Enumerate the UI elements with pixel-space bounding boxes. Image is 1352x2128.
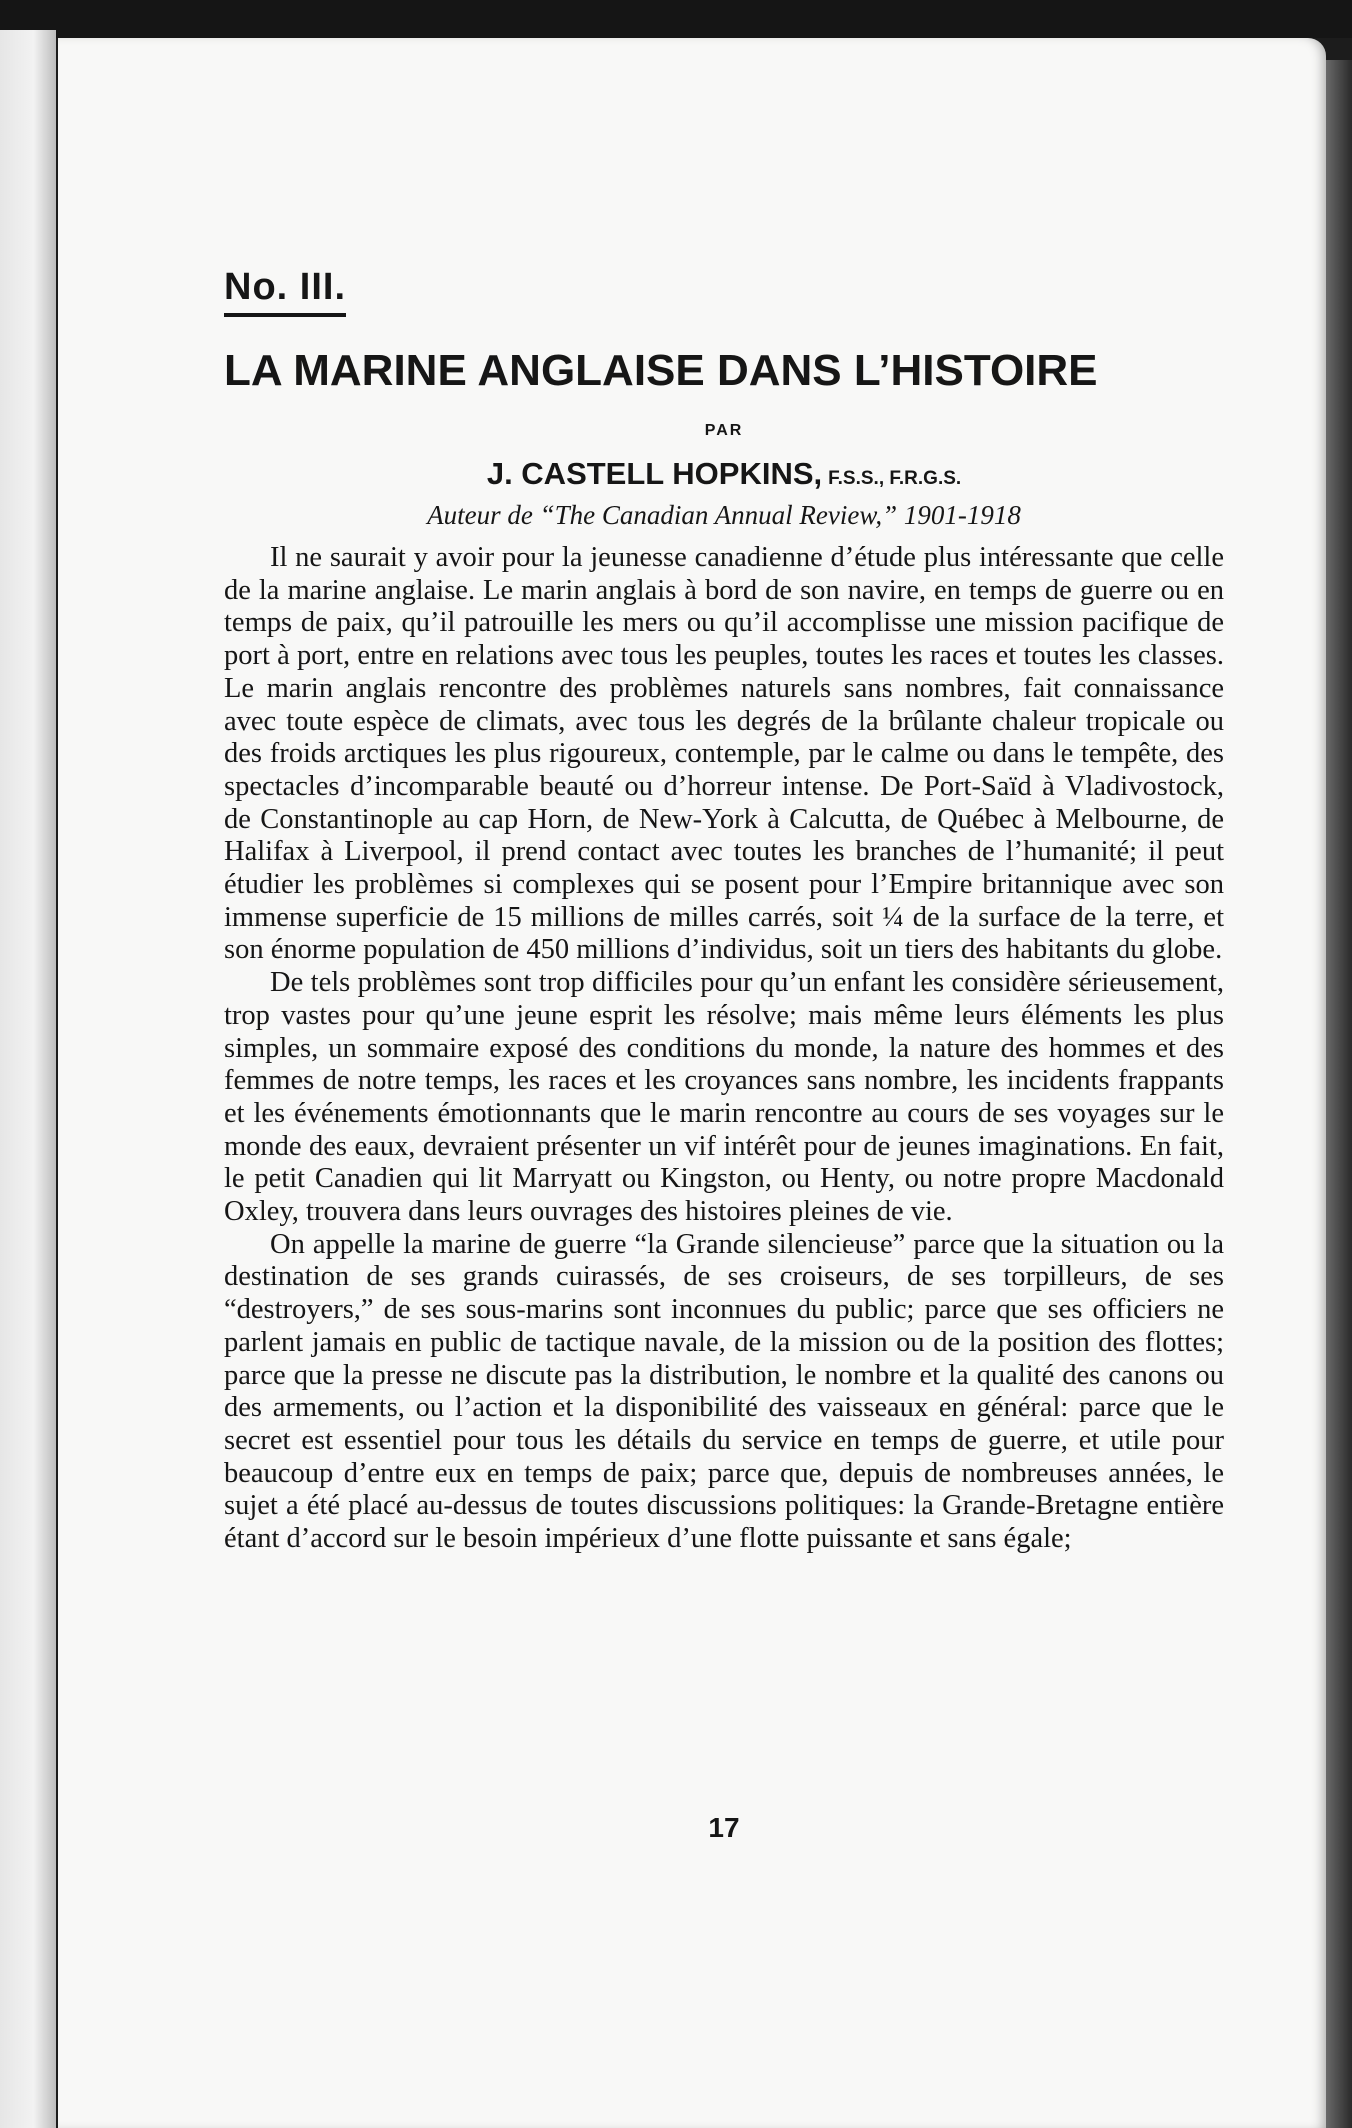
page-number: 17: [708, 1812, 740, 1843]
right-scan-edge: [1326, 60, 1352, 2128]
paragraph: De tels problèmes sont trop difficiles pour qu’un enfant les considère sérieusement, trop vastes pour qu’une jeune esprit les résolve; mais même leurs éléments les plus simples, un sommaire exposé des conditions du monde, la nature des hommes et des femmes de notre temps, les races et les croyances sans nombre, les incidents frappants et les événements émotionnants que le marin rencontre au cours de ses voyages sur le monde des eaux, devraient présenter un vif intérêt pour de jeunes imaginations. En fait, le petit Canadien qui lit Marryatt ou Kingston, ou Henty, ou notre propre Macdonald Oxley, trouvera dans leurs ouvrages des histoires pleines de vie.: [224, 967, 1224, 1228]
by-line-label: PAR: [704, 422, 744, 439]
author-subtitle: Auteur de “The Canadian Annual Review,” 1901-1918: [427, 500, 1021, 530]
paragraph: On appelle la marine de guerre “la Grande silencieuse” parce que la situation ou la destination de ses grands cuirassés, de ses croiseurs, de ses torpilleurs, de ses “destroyers,” de ses sous-marins sont inconnues du public; parce que ses officiers ne parlent jamais en public de tactique navale, de la mission ou de la position des flottes; parce que la presse ne discute pas la distribution, le nombre et la qualité des canons ou des armements, ou l’action et la disponibilité des vaisseaux en général: parce que le secret est essentiel pour tous les détails du service en temps de guerre, et utile pour beaucoup d’entre eux en temps de paix; parce que, depuis de nombreuses années, le sujet a été placé au-dessus de toutes discussions politiques: la Grande-Bretagne entière étant d’accord sur le besoin impérieux d’une flotte puissante et sans égale;: [224, 1228, 1224, 1555]
author-name: J. CASTELL HOPKINS,: [486, 456, 823, 491]
scan-background-top: [0, 0, 1352, 38]
book-page: [58, 38, 1326, 2128]
article-number: No. III.: [224, 266, 346, 317]
article-body: [224, 542, 1224, 1556]
article-title: LA MARINE ANGLAISE DANS L’HISTOIRE: [224, 346, 1098, 395]
author-line: [224, 456, 1224, 492]
author-credentials: F.S.S., F.R.G.S.: [828, 468, 962, 489]
left-page-edge: [0, 30, 56, 2128]
paragraph: Il ne saurait y avoir pour la jeunesse canadienne d’étude plus intéressante que celle de la marine anglaise. Le marin anglais à bord de son navire, en temps de guerre ou en temps de paix, qu’il patrouille les mers ou qu’il accomplisse une mission pacifique de port à port, entre en relations avec tous les peuples, toutes les races et toutes les classes. Le marin anglais rencontre des problèmes naturels sans nombres, fait connaissance avec toute espèce de climats, avec tous les degrés de la brûlante chaleur tropicale ou des froids arctiques les plus rigoureux, contemple, par le calme ou dans le tempête, des spectacles d’incomparable beauté ou d’horreur intense. De Port-Saïd à Vladivostock, de Constantinople au cap Horn, de New-York à Calcutta, de Québec à Melbourne, de Halifax à Liverpool, il prend contact avec toutes les branches de l’humanité; il peut étudier les problèmes si complexes qui se posent pour l’Empire britannique avec son immense superficie de 15 millions de milles carrés, soit ¼ de la surface de la terre, et son énorme population de 450 millions d’individus, soit un tiers des habitants du globe.: [224, 542, 1224, 966]
